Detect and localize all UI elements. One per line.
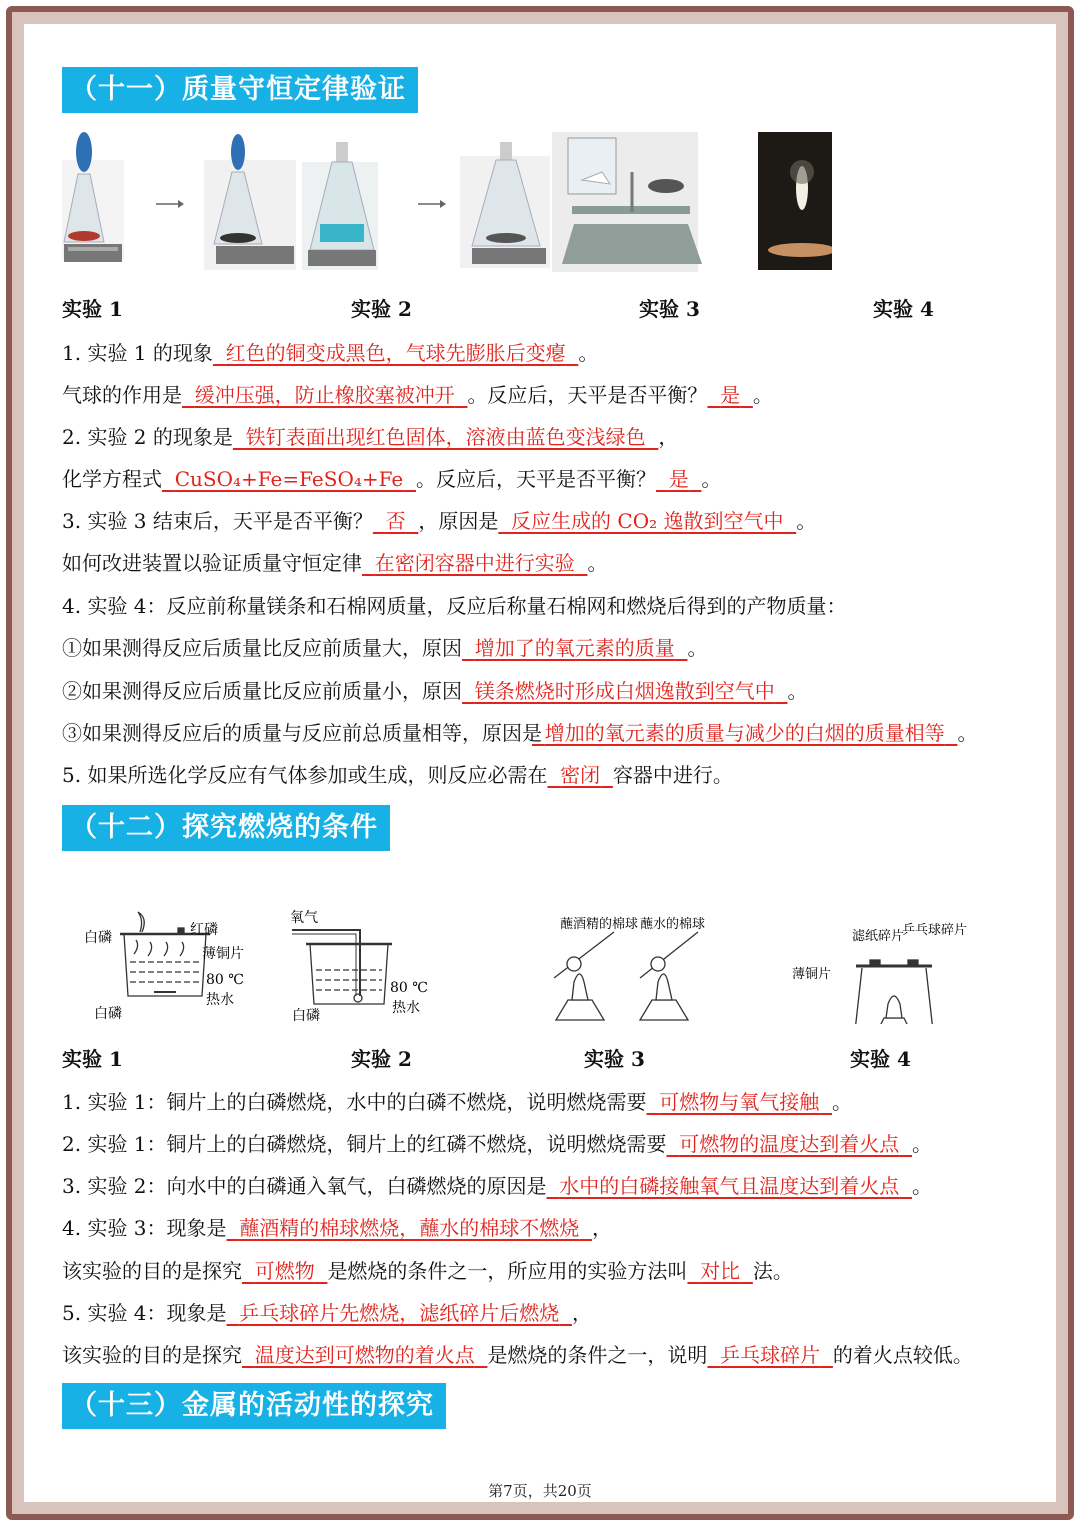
exp-label-1: 实验 1 <box>62 297 123 321</box>
question-text: 3. 实验 2：向水中的白磷通入氧气，白磷燃烧的原因是 <box>62 1174 547 1198</box>
section-title-12: （十二）探究燃烧的条件 <box>62 805 390 851</box>
q11-line-9 <box>62 676 807 706</box>
question-text: 。 <box>701 467 722 491</box>
answer-text: 可燃物与氧气接触 <box>659 1090 820 1114</box>
q12-line-1 <box>62 1087 852 1117</box>
question-text: ③如果测得反应后的质量与反应前总质量相等，原因是 <box>62 721 542 745</box>
exp2-label-2: 实验 2 <box>351 1047 412 1071</box>
label-white-p-top: 白磷 <box>84 930 112 946</box>
label-oxygen: 氧气 <box>290 910 318 926</box>
q12-line-3 <box>62 1171 932 1201</box>
arrow-icon-2 <box>418 200 446 208</box>
combustion-diagrams <box>84 884 1004 1024</box>
q12-line-6 <box>62 1298 592 1328</box>
photo-exp2-after <box>460 142 550 268</box>
question-text: ，原因是 <box>418 509 499 533</box>
answer-text: 增加了的氧元素的质量 <box>474 636 675 660</box>
q11-line-8 <box>62 633 707 663</box>
question-text: 。 <box>687 636 708 660</box>
answer-text: 反应生成的 CO₂ 逸散到空气中 <box>511 509 784 533</box>
question-text: 。反应后，天平是否平衡？ <box>415 467 656 491</box>
answer-text: 蘸酒精的棉球燃烧，蘸水的棉球不燃烧 <box>239 1216 580 1240</box>
diagram-exp3 <box>554 932 698 1020</box>
label-red-p: 红磷 <box>190 922 218 938</box>
label-copper: 薄铜片 <box>202 946 244 962</box>
answer-text: 乒乓球碎片 <box>720 1343 821 1367</box>
q11-line-5 <box>62 506 816 536</box>
photo-exp1-after <box>204 134 296 270</box>
section-title-13: （十三）金属的活动性的探究 <box>62 1383 446 1429</box>
q11-line-10 <box>62 718 977 748</box>
label-water-ball: 蘸水的棉球 <box>640 917 706 932</box>
question-text: 容器中进行。 <box>612 763 733 787</box>
question-text: 该实验的目的是探究 <box>62 1343 242 1367</box>
q11-line-1 <box>62 338 598 368</box>
page-number: 第7页，共20页 <box>488 1482 592 1500</box>
answer-text: 水中的白磷接触氧气且温度达到着火点 <box>559 1174 900 1198</box>
label-water-1: 热水 <box>206 992 234 1008</box>
answer-text: 密闭 <box>560 763 601 787</box>
label-temp-1: 80 ℃ <box>206 972 244 988</box>
q11-line-11 <box>62 760 733 790</box>
q12-line-4 <box>62 1213 612 1243</box>
q12-line-5 <box>62 1256 793 1286</box>
question-text: 。 <box>911 1132 932 1156</box>
mass-conservation-photos <box>62 132 832 274</box>
question-text: 5. 实验 4：现象是 <box>62 1301 227 1325</box>
q11-line-3 <box>62 422 678 452</box>
answer-text: 增加的氧元素的质量与减少的白烟的质量相等 <box>544 721 945 745</box>
question-text: ， <box>591 1216 612 1240</box>
question-text: 1. 实验 1：铜片上的白磷燃烧，水中的白磷不燃烧，说明燃烧需要 <box>62 1090 647 1114</box>
label-pingpong: 乒乓球碎片 <box>902 923 968 938</box>
question-text: 2. 实验 1：铜片上的白磷燃烧，铜片上的红磷不燃烧，说明燃烧需要 <box>62 1132 667 1156</box>
q11-line-7 <box>62 591 847 621</box>
diagram-exp4 <box>854 960 934 1024</box>
answer-text: 是 <box>668 467 689 491</box>
answer-text: 可燃物的温度达到着火点 <box>679 1132 900 1156</box>
question-text: 是燃烧的条件之一，说明 <box>487 1343 708 1367</box>
answer-text: 是 <box>720 383 741 407</box>
question-text: 是燃烧的条件之一，所应用的实验方法叫 <box>327 1259 688 1283</box>
q12-line-2 <box>62 1129 932 1159</box>
photo-exp1 <box>62 132 124 262</box>
question-text: 4. 实验 4：反应前称量镁条和石棉网质量，反应后称量石棉网和燃烧后得到的产物质量： <box>62 594 847 618</box>
document-page <box>24 24 1056 1502</box>
q11-line-2 <box>62 380 773 410</box>
answer-text: 镁条燃烧时形成白烟逸散到空气中 <box>474 679 775 703</box>
question-text: 如何改进装置以验证质量守恒定律 <box>62 551 362 575</box>
question-text: 的着火点较低。 <box>832 1343 973 1367</box>
question-text: 3. 实验 3 结束后，天平是否平衡？ <box>62 509 373 533</box>
question-text: 气球的作用是 <box>62 383 182 407</box>
label-water-2: 热水 <box>392 1000 420 1016</box>
label-copper-4: 薄铜片 <box>792 967 832 982</box>
answer-text: 铁钉表面出现红色固体，溶液由蓝色变浅绿色 <box>245 425 646 449</box>
question-text: 。 <box>957 721 978 745</box>
exp-label-2: 实验 2 <box>351 297 412 321</box>
question-text: 。 <box>578 341 599 365</box>
question-text: 。 <box>911 1174 932 1198</box>
answer-text: 可燃物 <box>254 1259 315 1283</box>
question-text: 5. 如果所选化学反应有气体参加或生成，则反应必需在 <box>62 763 548 787</box>
label-white-p-bottom: 白磷 <box>94 1006 122 1022</box>
question-text: 。 <box>787 679 808 703</box>
answer-text: 乒乓球碎片先燃烧，滤纸碎片后燃烧 <box>239 1301 560 1325</box>
exp-label-3: 实验 3 <box>639 297 700 321</box>
section-title-11: （十一）质量守恒定律验证 <box>62 67 418 113</box>
answer-text: 否 <box>385 509 406 533</box>
question-text: 。反应后，天平是否平衡？ <box>467 383 708 407</box>
question-text: 。 <box>831 1090 852 1114</box>
answer-text: 温度达到可燃物的着火点 <box>254 1343 475 1367</box>
label-temp-2: 80 ℃ <box>390 980 428 996</box>
question-text: 化学方程式 <box>62 467 162 491</box>
q11-line-6 <box>62 548 607 578</box>
answer-text: 在密闭容器中进行实验 <box>374 551 575 575</box>
arrow-icon <box>156 200 184 208</box>
question-text: 2. 实验 2 的现象是 <box>62 425 233 449</box>
answer-text: 对比 <box>700 1259 741 1283</box>
exp2-label-3: 实验 3 <box>584 1047 645 1071</box>
answer-text: CuSO₄+Fe=FeSO₄+Fe <box>174 467 404 491</box>
question-text: ， <box>571 1301 592 1325</box>
exp2-label-1: 实验 1 <box>62 1047 123 1071</box>
question-text: 法。 <box>752 1259 793 1283</box>
exp2-label-4: 实验 4 <box>850 1047 911 1071</box>
question-text: ①如果测得反应后质量比反应前质量大，原因 <box>62 636 462 660</box>
photo-exp3-balance <box>552 132 702 272</box>
exp-label-4: 实验 4 <box>873 297 934 321</box>
photo-exp2 <box>302 142 378 270</box>
question-text: 。 <box>587 551 608 575</box>
answer-text: 缓冲压强，防止橡胶塞被冲开 <box>194 383 455 407</box>
question-text: ， <box>658 425 679 449</box>
label-alcohol-ball: 蘸酒精的棉球 <box>560 917 639 932</box>
label-filter-paper: 滤纸碎片 <box>852 929 905 944</box>
question-text: 。 <box>752 383 773 407</box>
q11-line-4 <box>62 464 721 494</box>
question-text: 1. 实验 1 的现象 <box>62 341 213 365</box>
question-text: 。 <box>796 509 817 533</box>
question-text: 该实验的目的是探究 <box>62 1259 242 1283</box>
question-text: ②如果测得反应后质量比反应前质量小，原因 <box>62 679 462 703</box>
answer-text: 红色的铜变成黑色，气球先膨胀后变瘪 <box>225 341 566 365</box>
label-white-p-2: 白磷 <box>292 1008 320 1024</box>
diagram-exp2 <box>292 930 392 1004</box>
photo-exp4-burning <box>758 132 832 270</box>
question-text: 4. 实验 3：现象是 <box>62 1216 227 1240</box>
q12-line-7 <box>62 1340 973 1370</box>
